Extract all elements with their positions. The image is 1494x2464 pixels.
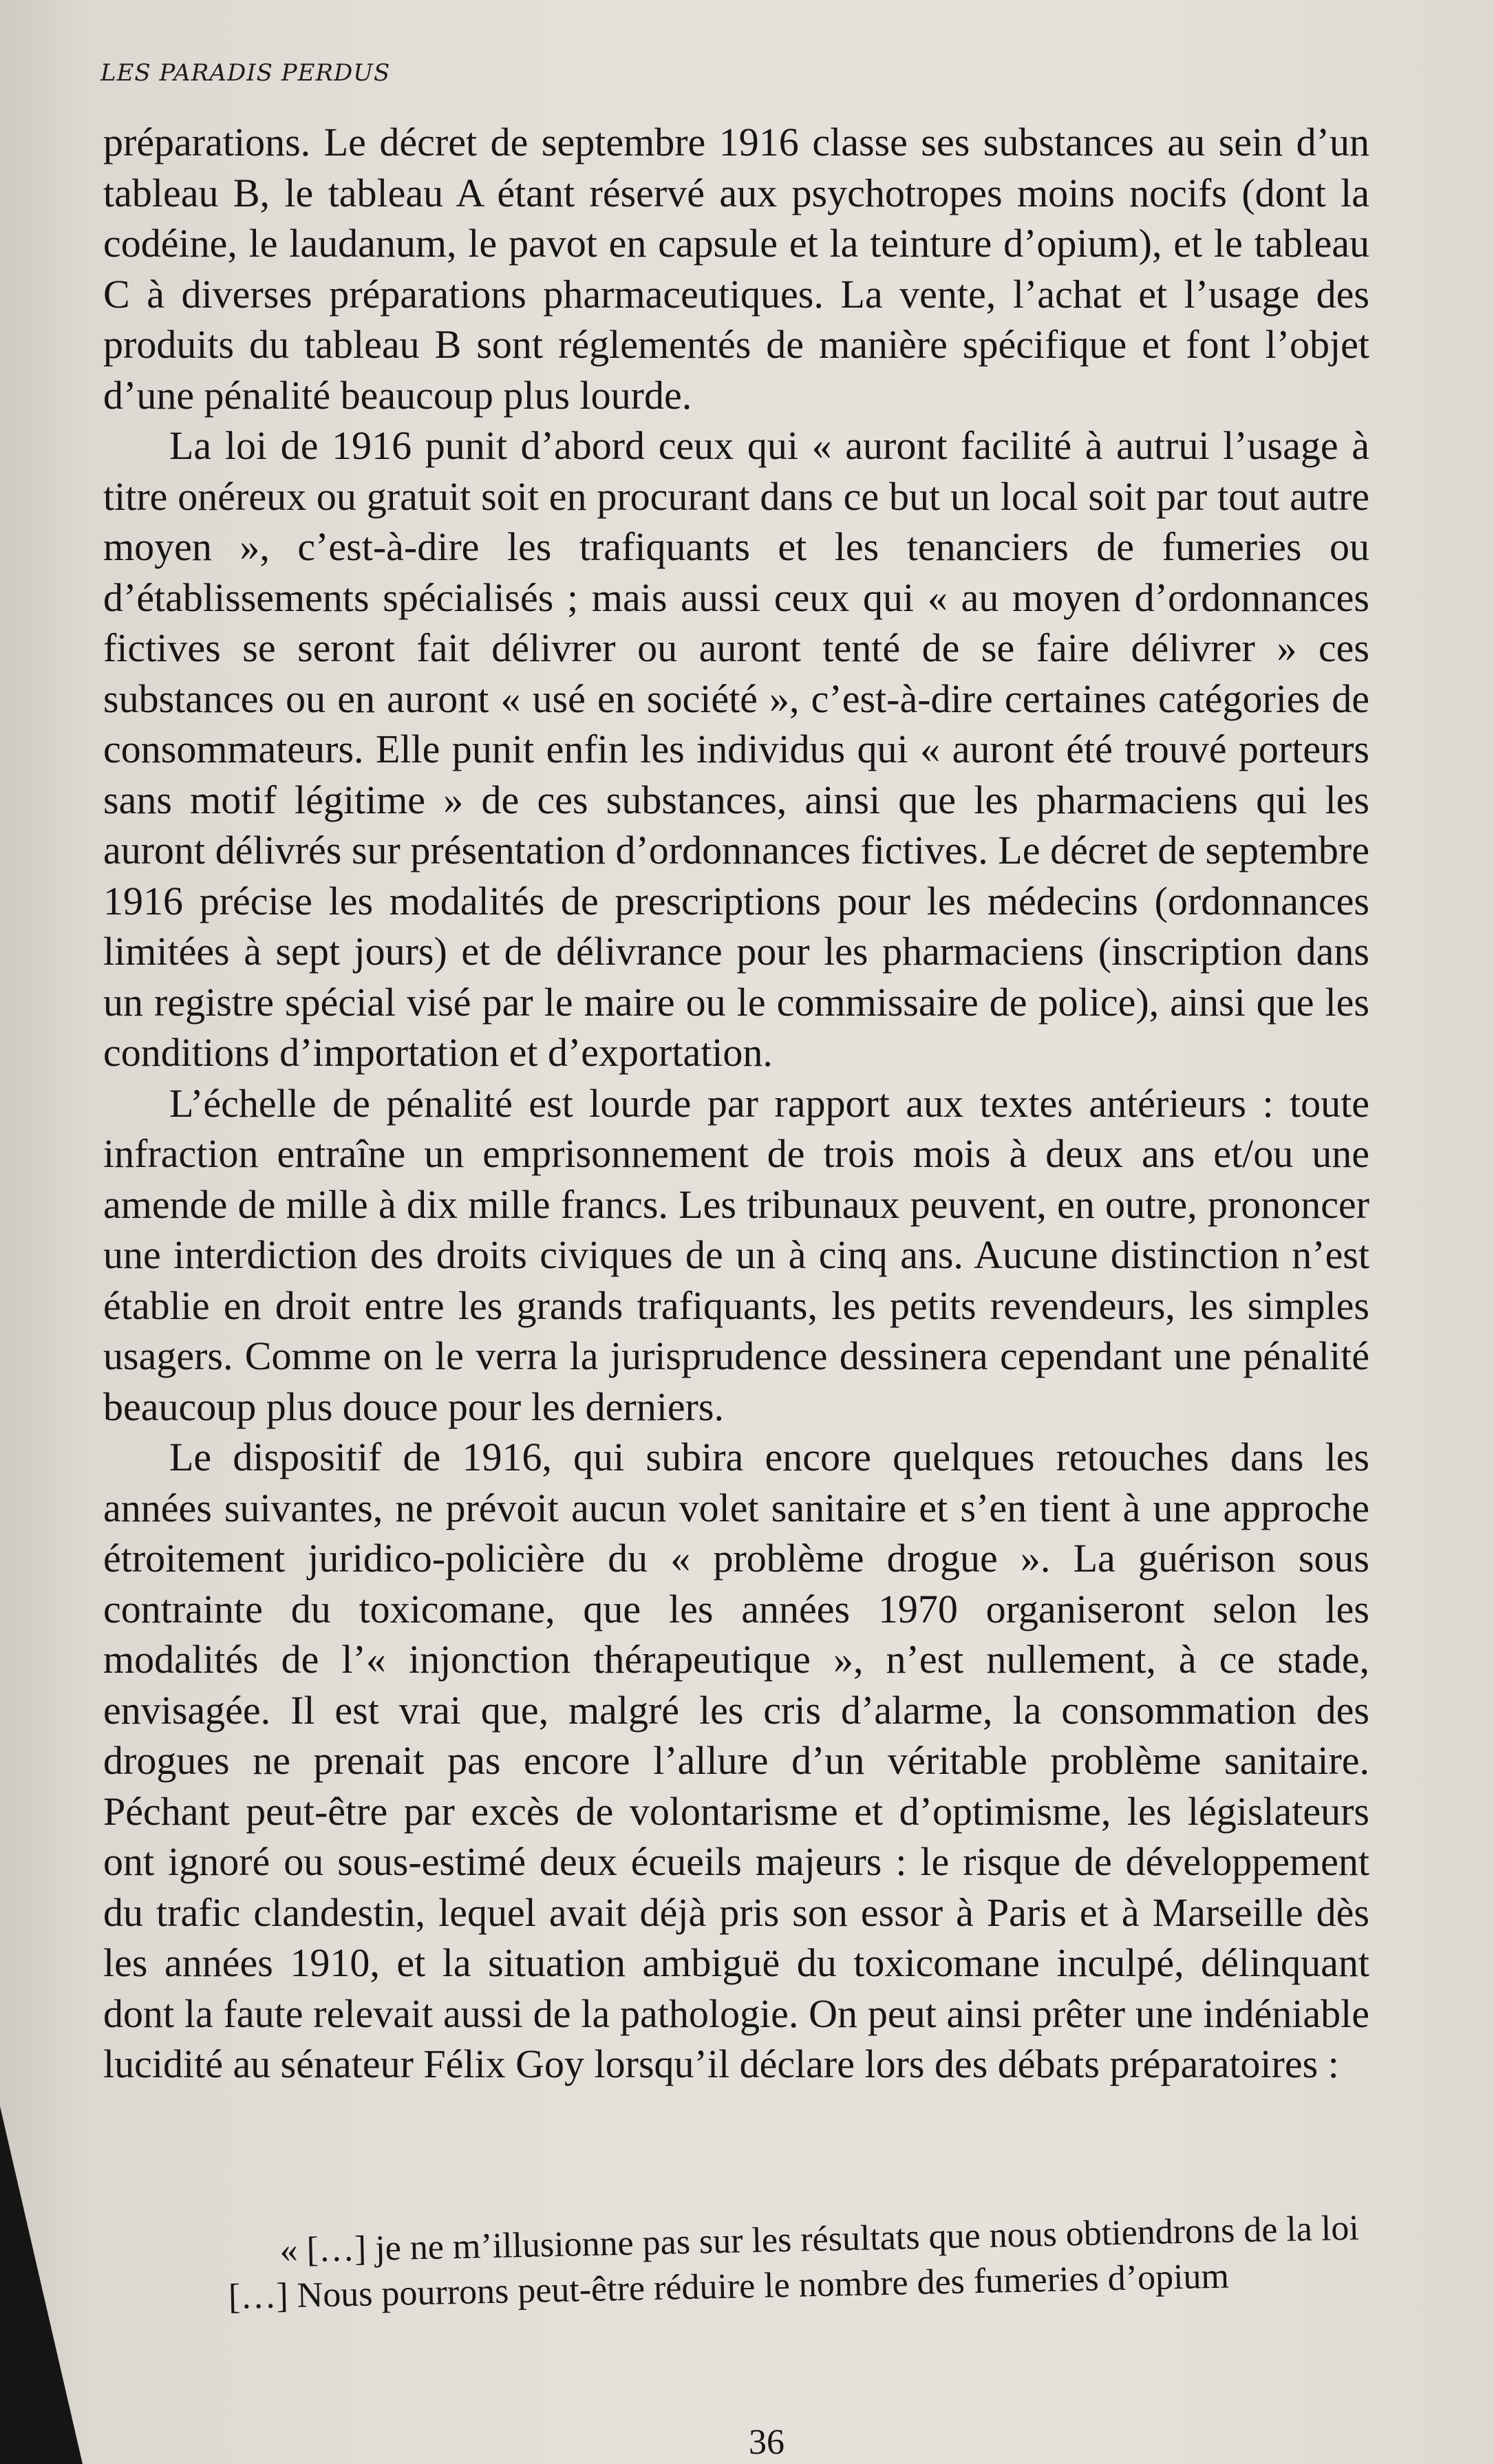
page-number: 36 xyxy=(749,2423,785,2462)
running-head: LES PARADIS PERDUS xyxy=(100,59,391,87)
page-shadow xyxy=(0,2106,83,2464)
paragraph-1: préparations. Le décret de septembre 1916 classe ses substances au sein d’un tableau B, le tableau A étant réservé aux psychotropes moins nocifs (dont la codéine, le laudanum, le pavot en capsule et la teinture d’opium), et le tableau C à diverses préparations pharmaceutiques. La vente, l’achat et l’usage des produits du tableau B sont réglementés de manière spécifique et font l’objet d’une pénalité beaucoup plus lourde. xyxy=(103,120,1369,418)
paragraph-4: Le dispositif de 1916, qui subira encore quelques retouches dans les années suivantes, ne prévoit aucun volet sanitaire et s’en tient à une approche étroitement juridico-policière du « problème drogue ». La guérison sous contrainte du toxicomane, que les années 1970 organiseront selon les modalités de l’« injonction thérapeutique », n’est nullement, à ce stade, envisagée. Il est vrai que, malgré les cris d’alarme, la consommation des drogues ne prenait pas encore l’allure d’un véritable problème sanitaire. Péchant peut-être par excès de volontarisme et d’optimisme, les législateurs ont ignoré ou sous-estimé deux écueils majeurs : le risque de développement du trafic clandestin, lequel avait déjà pris son essor à Paris et à Marseille dès les années 1910, et la situation ambiguë du toxicomane inculpé, délinquant dont la faute relevait aussi de la pathologie. On peut ainsi prêter une indéniable lucidité au sénateur Félix Goy lorsqu’il déclare lors des débats préparatoires : xyxy=(103,1435,1369,2086)
body-text xyxy=(103,117,1369,2090)
paragraph-3: L’échelle de pénalité est lourde par rapport aux textes antérieurs : toute infraction entraîne un emprisonnement de trois mois à deux ans et/ou une amende de mille à dix mille francs. Les tribunaux peuvent, en outre, prononcer une interdiction des droits civiques de un à cinq ans. Aucune distinction n’est établie en droit entre les grands trafiquants, les petits revendeurs, les simples usagers. Comme on le verra la jurisprudence dessinera cependant une pénalité beaucoup plus douce pour les derniers. xyxy=(103,1080,1369,1429)
quote-text: « […] je ne m’illusionne pas sur les résultats que nous obtiendrons de la loi […] Nous pourrons peut-être réduire le nombre des fumeries d’opium xyxy=(228,2208,1360,2317)
paragraph-2: La loi de 1916 punit d’abord ceux qui « auront facilité à autrui l’usage à titre onéreux ou gratuit soit en procurant dans ce but un local soit par tout autre moyen », c’est-à-dire les trafiquants et les tenanciers de fumeries ou d’établissements spécialisés ; mais aussi ceux qui « au moyen d’ordonnances fictives se seront fait délivrer ou auront tenté de se faire délivrer » ces substances ou en auront « usé en société », c’est-à-dire certaines catégories de consommateurs. Elle punit enfin les individus qui « auront été trouvé porteurs sans motif légitime » de ces substances, ainsi que les pharmaciens qui les auront délivrés sur présentation d’ordonnances fictives. Le décret de septembre 1916 précise les modalités de prescriptions pour les médecins (ordonnances limitées à sept jours) et de délivrance pour les pharmaciens (inscription dans un registre spécial visé par le maire ou le commissaire de police), ainsi que les conditions d’importation et d’exportation. xyxy=(103,423,1369,1075)
block-quote xyxy=(227,2205,1398,2320)
